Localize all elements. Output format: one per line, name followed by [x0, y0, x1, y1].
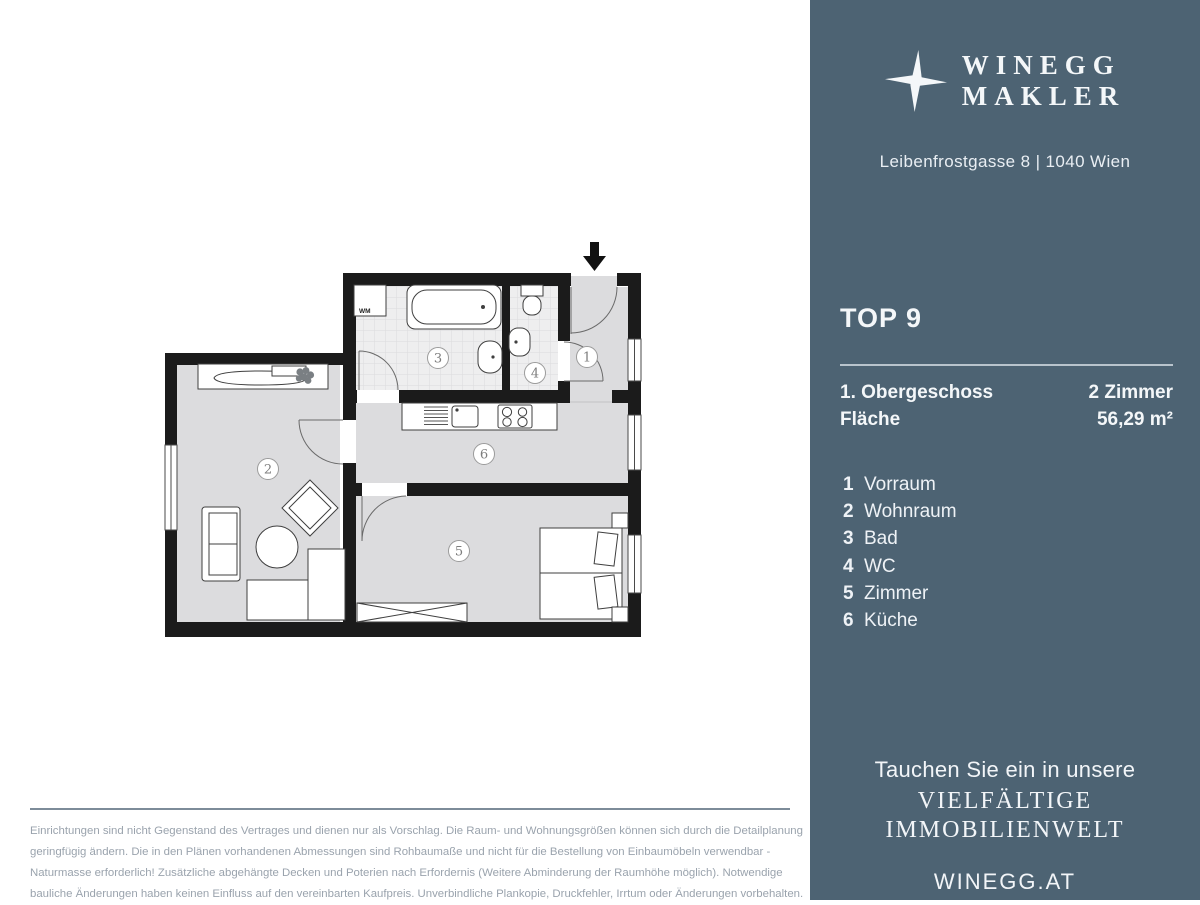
website-url: WINEGG.AT — [933, 869, 1077, 894]
brand-name-line1: WINEGG — [961, 50, 1121, 80]
legend-item — [843, 607, 1173, 634]
nightstand — [612, 607, 628, 622]
disclaimer-text — [30, 821, 805, 905]
bath-sink — [478, 341, 502, 373]
room-marker-zimmer: 5 — [454, 544, 464, 560]
floor-label: 1. Obergeschoss — [840, 382, 994, 403]
legend-num: 3 — [843, 528, 854, 550]
legend-label: Vorraum — [864, 474, 936, 495]
legend-label: Wohnraum — [864, 501, 957, 523]
legend-num: 2 — [843, 501, 854, 523]
spec-row-floor — [840, 379, 1173, 406]
legend-item — [843, 580, 1173, 607]
legend-label: Bad — [864, 528, 898, 550]
legend-label: WC — [864, 555, 896, 577]
brand-name-line2: MAKLER — [961, 81, 1126, 111]
legend-num: 5 — [843, 582, 854, 604]
disclaimer-divider — [30, 808, 790, 810]
unit-title: TOP 9 — [840, 303, 923, 333]
toilet-tank — [521, 285, 543, 296]
area-label: Fläche — [840, 409, 901, 430]
property-address: Leibenfrostgasse 8 | 1040 Wien — [879, 152, 1131, 171]
entrance-arrow-icon — [583, 242, 606, 271]
spec-row-area — [840, 406, 1173, 433]
room-marker-kueche: 6 — [479, 447, 489, 463]
promo-tagline: Tauchen Sie ein in unsere — [874, 757, 1136, 782]
info-panel — [810, 0, 1200, 900]
room-legend — [843, 471, 1173, 634]
floor-plan — [130, 220, 710, 680]
round-table — [256, 526, 298, 568]
disclaimer-line: Einrichtungen sind nicht Gegenstand des Vertrages und dienen nur als Vorschlag. Die Raum- und Wohnungsgrößen können sich durch die Detailplanung — [30, 825, 803, 837]
legend-label: Küche — [864, 610, 918, 632]
room-marker-bad: 3 — [433, 351, 443, 367]
promo-serif-line2: IMMOBILIENWELT — [885, 817, 1125, 843]
disclaimer-line: geringfügig ändern. Die in den Plänen vorhandenen Abmessungen sind Rohbaumaße und nicht für die Bestellung von Einbaumöbeln verwendbar - — [30, 846, 771, 858]
wc-sink — [509, 328, 530, 356]
brand-logo — [810, 50, 1200, 112]
brand-name — [962, 50, 1126, 112]
nightstand — [612, 513, 628, 528]
room-marker-wohnraum: 2 — [263, 462, 273, 478]
promo-serif-line1: VIELFÄLTIGE — [917, 788, 1093, 814]
washing-machine-label: WM — [359, 308, 371, 315]
legend-label: Zimmer — [864, 582, 929, 604]
room-marker-wc: 4 — [530, 366, 540, 382]
disclaimer-line: Naturmasse erforderlich! Zusätzliche abgehängte Decken und Poterien nach Erfordernis (Weitere Abminderung der Raumhöhe möglich). Notwendige — [30, 867, 783, 879]
legend-num: 1 — [843, 474, 854, 495]
legend-num: 4 — [843, 555, 854, 577]
unit-specs — [840, 379, 1173, 433]
legend-item — [843, 553, 1173, 580]
legend-item — [843, 498, 1173, 525]
legend-item — [843, 525, 1173, 552]
rooms-value: 2 Zimmer — [1088, 382, 1173, 403]
compass-star-icon — [885, 50, 947, 112]
toilet-bowl — [523, 296, 541, 315]
pillow — [594, 575, 618, 609]
disclaimer-line: bauliche Änderungen haben keinen Einfluss auf den vereinbarten Kaufpreis. Unverbindliche Plankopie, Druckfehler, Irrtum oder Änderungen vorbehalten. — [30, 888, 804, 900]
title-divider — [840, 364, 1173, 366]
kitchen-counter — [402, 403, 557, 430]
room-marker-vorraum: 1 — [582, 350, 592, 366]
legend-num: 6 — [843, 610, 854, 632]
pillow — [594, 532, 618, 566]
legend-item — [843, 471, 1173, 498]
promo-block — [810, 757, 1200, 895]
area-value: 56,29 m² — [1096, 409, 1173, 430]
